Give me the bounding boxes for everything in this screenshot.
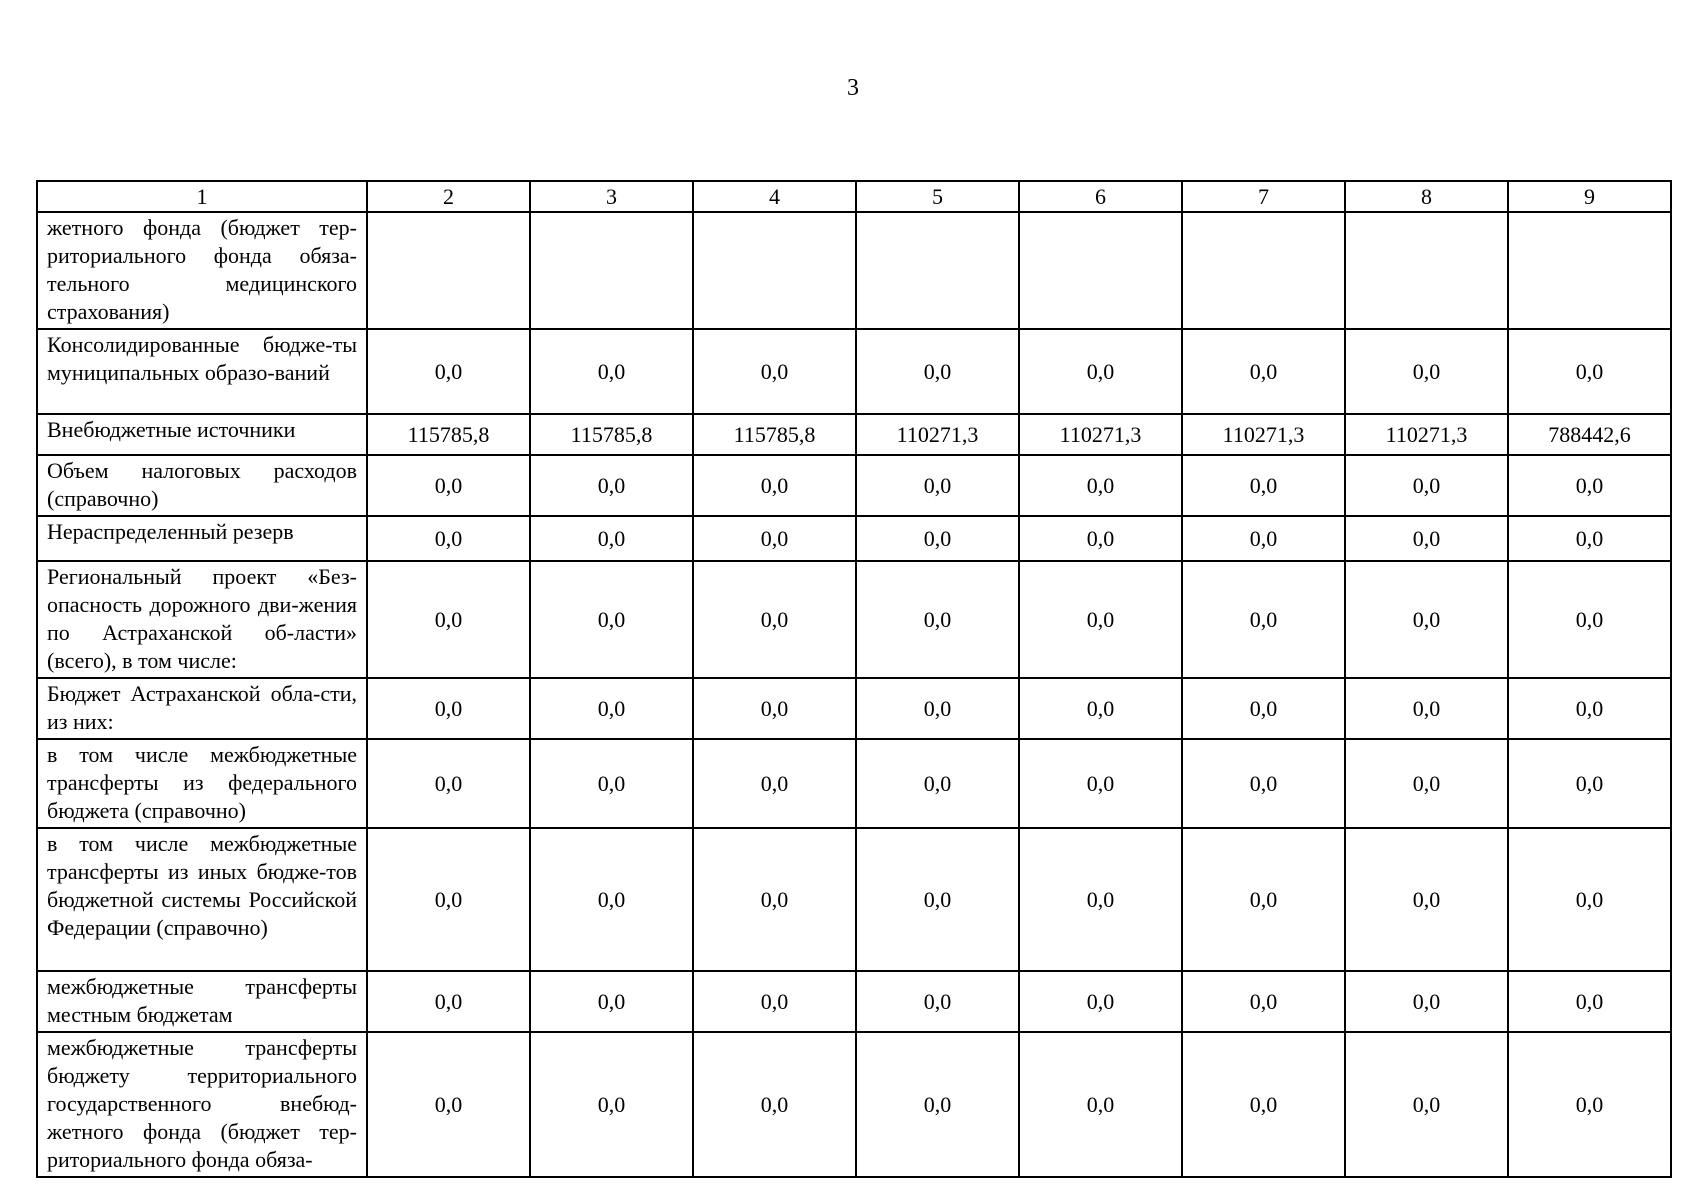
table-cell: 0,0: [1182, 561, 1345, 678]
table-row: [37, 455, 1671, 516]
table-row: [37, 828, 1671, 971]
table-row: [37, 561, 1671, 678]
table-cell: 0,0: [693, 455, 856, 516]
table-cell: [530, 212, 693, 329]
table-cell: 0,0: [530, 561, 693, 678]
table-cell: 0,0: [1345, 329, 1508, 414]
column-header: 7: [1182, 181, 1345, 212]
row-label: в том числе межбюджетные трансферты из иных бюдже-тов бюджетной системы Российской Федерации (справочно): [37, 828, 367, 971]
table-cell: 0,0: [1182, 455, 1345, 516]
table-cell: 0,0: [1345, 828, 1508, 971]
page-number: 3: [847, 75, 859, 101]
table-cell: [693, 212, 856, 329]
row-label: межбюджетные трансферты бюджету территориального государственного внебюд-жетного фонда (бюджет тер-риториального фонда обяза-: [37, 1032, 367, 1177]
table-cell: 0,0: [856, 329, 1019, 414]
table-cell: 0,0: [1019, 971, 1182, 1032]
table-cell: 0,0: [1019, 1032, 1182, 1177]
row-label: в том числе межбюджетные трансферты из федерального бюджета (справочно): [37, 739, 367, 828]
table-row: [37, 516, 1671, 561]
table-cell: 0,0: [693, 329, 856, 414]
column-header: 9: [1508, 181, 1671, 212]
table-cell: 0,0: [693, 971, 856, 1032]
table-cell: 0,0: [856, 1032, 1019, 1177]
table-cell: 0,0: [1508, 971, 1671, 1032]
row-label: жетного фонда (бюджет тер-риториального фонда обяза-тельного медицинского страхования): [37, 212, 367, 329]
table-cell: 0,0: [693, 739, 856, 828]
row-label: Консолидированные бюдже-ты муниципальных образо-ваний: [37, 329, 367, 414]
table-cell: 0,0: [530, 678, 693, 739]
table-cell: 0,0: [1345, 739, 1508, 828]
table-cell: 0,0: [367, 561, 530, 678]
budget-table: [36, 180, 1672, 1178]
table-cell: 0,0: [1508, 828, 1671, 971]
table-cell: 0,0: [693, 561, 856, 678]
column-header: 6: [1019, 181, 1182, 212]
table-cell: 0,0: [1508, 455, 1671, 516]
table-row: [37, 212, 1671, 329]
table-cell: 0,0: [1508, 329, 1671, 414]
table-cell: 0,0: [856, 739, 1019, 828]
table-cell: 0,0: [1182, 828, 1345, 971]
table-cell: 0,0: [1508, 516, 1671, 561]
table-cell: [1182, 212, 1345, 329]
table-row: [37, 678, 1671, 739]
table-cell: 0,0: [367, 739, 530, 828]
table-cell: 0,0: [367, 516, 530, 561]
table-cell: 0,0: [856, 971, 1019, 1032]
row-label: Нераспределенный резерв: [37, 516, 367, 561]
row-label: Бюджет Астраханской обла-сти, из них:: [37, 678, 367, 739]
row-label: межбюджетные трансферты местным бюджетам: [37, 971, 367, 1032]
column-header: 1: [37, 181, 367, 212]
table-cell: 0,0: [1345, 678, 1508, 739]
table-row: [37, 414, 1671, 455]
table-cell: 0,0: [693, 678, 856, 739]
table-cell: 0,0: [1182, 739, 1345, 828]
table-cell: 0,0: [530, 739, 693, 828]
table-cell: 0,0: [1345, 1032, 1508, 1177]
table-cell: 0,0: [1019, 739, 1182, 828]
table-cell: 110271,3: [856, 414, 1019, 455]
table-cell: 0,0: [693, 828, 856, 971]
table-cell: 0,0: [1508, 739, 1671, 828]
table-cell: 110271,3: [1019, 414, 1182, 455]
table-cell: 0,0: [693, 1032, 856, 1177]
row-label: Объем налоговых расходов (справочно): [37, 455, 367, 516]
table-cell: 788442,6: [1508, 414, 1671, 455]
table-cell: 0,0: [1345, 971, 1508, 1032]
table-cell: 0,0: [856, 678, 1019, 739]
table-cell: 0,0: [1182, 678, 1345, 739]
table-cell: [1508, 212, 1671, 329]
column-header: 5: [856, 181, 1019, 212]
table-cell: 0,0: [1182, 971, 1345, 1032]
column-header: 3: [530, 181, 693, 212]
table-cell: 0,0: [530, 329, 693, 414]
row-label: Внебюджетные источники: [37, 414, 367, 455]
column-header: 4: [693, 181, 856, 212]
table-cell: [856, 212, 1019, 329]
column-header: 8: [1345, 181, 1508, 212]
table-cell: 0,0: [1019, 828, 1182, 971]
row-label: Региональный проект «Без-опасность дорожного дви-жения по Астраханской об-ласти» (всего), в том числе:: [37, 561, 367, 678]
table-cell: [1019, 212, 1182, 329]
table-cell: 0,0: [1508, 1032, 1671, 1177]
table-cell: 115785,8: [693, 414, 856, 455]
table-cell: 110271,3: [1182, 414, 1345, 455]
table-cell: 0,0: [1019, 455, 1182, 516]
table-cell: 0,0: [367, 329, 530, 414]
table-cell: [367, 212, 530, 329]
table-cell: 0,0: [856, 828, 1019, 971]
table-cell: 0,0: [1508, 678, 1671, 739]
table-cell: 0,0: [856, 516, 1019, 561]
table-cell: 0,0: [856, 561, 1019, 678]
table-cell: 0,0: [1019, 678, 1182, 739]
header-row: [37, 181, 1671, 212]
column-header: 2: [367, 181, 530, 212]
table-cell: 0,0: [367, 678, 530, 739]
table-cell: 0,0: [1345, 561, 1508, 678]
table-cell: [1345, 212, 1508, 329]
table-cell: 0,0: [1345, 516, 1508, 561]
table-cell: 0,0: [1182, 1032, 1345, 1177]
table-cell: 0,0: [530, 971, 693, 1032]
table-cell: 0,0: [530, 1032, 693, 1177]
table-cell: 0,0: [367, 828, 530, 971]
table-row: [37, 739, 1671, 828]
table-cell: 0,0: [1019, 329, 1182, 414]
table-cell: 0,0: [1019, 561, 1182, 678]
table-cell: 115785,8: [367, 414, 530, 455]
table-cell: 0,0: [530, 828, 693, 971]
table-cell: 0,0: [1019, 516, 1182, 561]
table-row: [37, 329, 1671, 414]
table-cell: 0,0: [1182, 516, 1345, 561]
table-cell: 0,0: [367, 455, 530, 516]
table-cell: 0,0: [1508, 561, 1671, 678]
table-cell: 0,0: [1182, 329, 1345, 414]
table-cell: 0,0: [693, 516, 856, 561]
table-cell: 0,0: [530, 516, 693, 561]
table-cell: 0,0: [856, 455, 1019, 516]
table-cell: 115785,8: [530, 414, 693, 455]
table-cell: 0,0: [367, 1032, 530, 1177]
table-row: [37, 971, 1671, 1032]
table-cell: 110271,3: [1345, 414, 1508, 455]
table-cell: 0,0: [367, 971, 530, 1032]
table-cell: 0,0: [1345, 455, 1508, 516]
table-cell: 0,0: [530, 455, 693, 516]
table-row: [37, 1032, 1671, 1177]
